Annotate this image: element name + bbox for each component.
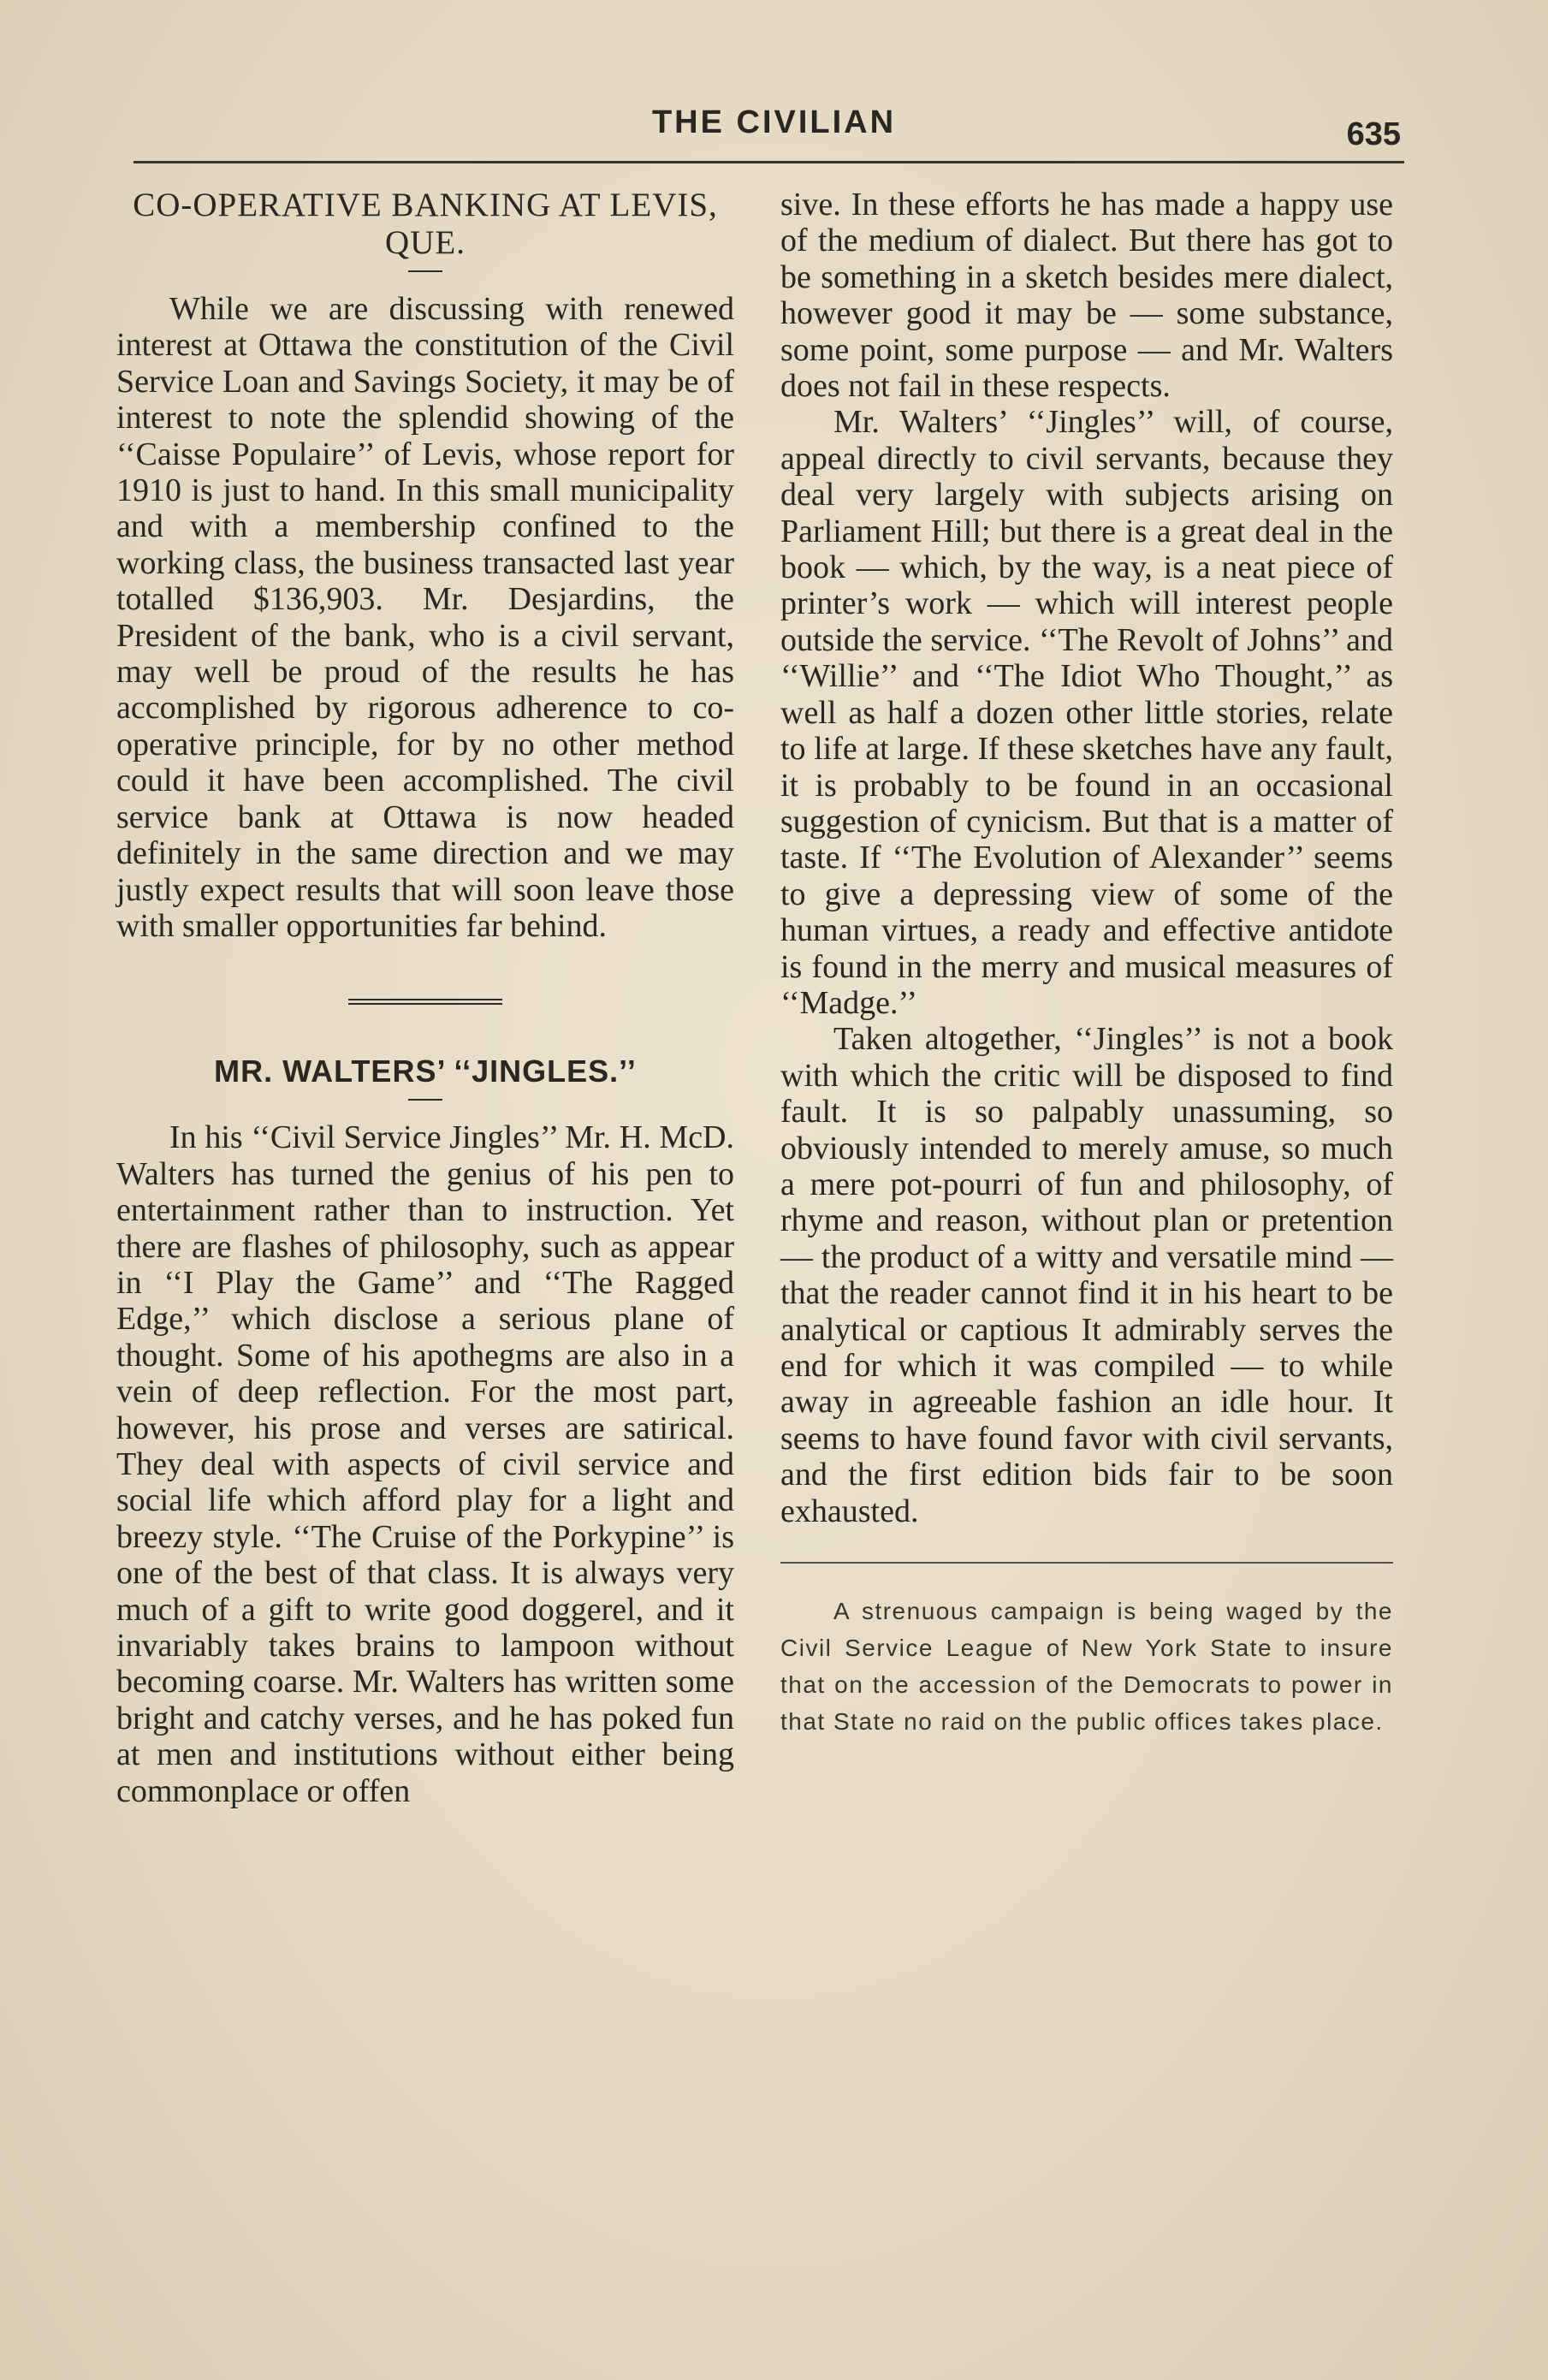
footnote: A strenuous campaign is being waged by the Civil Service League of New York State to insure that on the accession of the Democrats to power in that State no raid on the public offices takes place. [780, 1598, 1393, 1736]
article-paragraph-continued: sive. In these efforts he has made a happy use of the medium of dialect. But there has got to be something in a sketch besides mere dialect, however good it may be — some substance, some point, some purpose — and Mr. Walters does not fail in these respects. [780, 187, 1393, 405]
article-paragraph: Taken altogether, ‘‘Jingles’’ is not a book with which the critic will be disposed to find fault. It is so palpably unassuming, so obviously intended to merely amuse, so much a mere pot-pourri of fun and philosophy, of rhyme and reason, without plan or pretention — the product of a witty and versatile mind — that the reader cannot find it in his heart to be analytical or captious It admirably serves the end for which it was compiled — to while away in agreeable fashion an idle hour. It seems to have found favor with civil servants, and the first edition bids fair to be soon exhausted. [780, 1021, 1393, 1529]
article-title-jingles: MR. WALTERS’ ‘‘JINGLES.’’ [214, 1053, 637, 1089]
article-paragraph: In his ‘‘Civil Service Jingles’’ Mr. H. McD. Walters has turned the genius of his pen to entertainment rather than to instruction. Yet there are flashes of philosophy, such as appear in ‘‘I Play the Game’’ and ‘‘The Ragged Edge,’’ which disclose a serious plane of thought. Some of his apothegms are also in a vein of deep reflection. For the most part, however, his prose and verses are satirical. They deal with aspects of civil service and social life which afford play for a light and breezy style. ‘‘The Cruise of the Porkypine’’ is one of the best of that class. It is always very much of a gift to write good doggerel, and it invariably takes brains to lampoon without becoming coarse. Mr. Walters has written some bright and catchy verses, and he has poked fun at men and institutions without either being commonplace or offen [116, 1119, 734, 1809]
article-paragraph: While we are discussing with renewed interest at Ottawa the constitution of the Civil Service Loan and Savings Society, it may be of interest to note the splendid showing of the ‘‘Caisse Populaire’’ of Levis, whose report for 1910 is just to hand. In this small municipality and with a membership confined to the working class, the business transacted last year totalled $136,903. Mr. Desjardins, the President of the bank, who is a civil servant, may well be proud of the results he has accomplished by rigorous adherence to co-operative principle, for by no other method could it have been accomplished. The civil service bank at Ottawa is now headed definitely in the same direction and we may justly expect results that will soon leave those with smaller opportunities far behind. [116, 291, 734, 944]
article-paragraph: Mr. Walters’ ‘‘Jingles’’ will, of course, appeal directly to civil servants, because they deal very largely with subjects arising on Parliament Hill; but there is a great deal in the book — which, by the way, is a neat piece of printer’s work — which will interest people outside the service. ‘‘The Revolt of Johns’’ and ‘‘Willie’’ and ‘‘The Idiot Who Thought,’’ as well as half a dozen other little stories, relate to life at large. If these sketches have any fault, it is probably to be found in an occasional suggestion of cynicism. But that is a matter of taste. If ‘‘The Evolution of Alexander’’ seems to give a depressing view of some of the human virtues, a ready and effective antidote is found in the merry and musical measures of ‘‘Madge.’’ [780, 404, 1393, 1021]
article-title-cooperative-banking: CO-OPERATIVE BANKING AT LEVIS, QUE. [133, 187, 718, 261]
left-column [116, 187, 734, 1809]
section-divider [348, 999, 502, 1005]
title-dash [408, 270, 442, 272]
title-dash [408, 1099, 442, 1101]
page-number: 635 [1346, 116, 1401, 152]
running-head: THE CIVILIAN [651, 104, 897, 140]
footnote-rule [780, 1562, 1393, 1564]
right-column [780, 187, 1393, 1740]
header-rule [133, 161, 1404, 163]
